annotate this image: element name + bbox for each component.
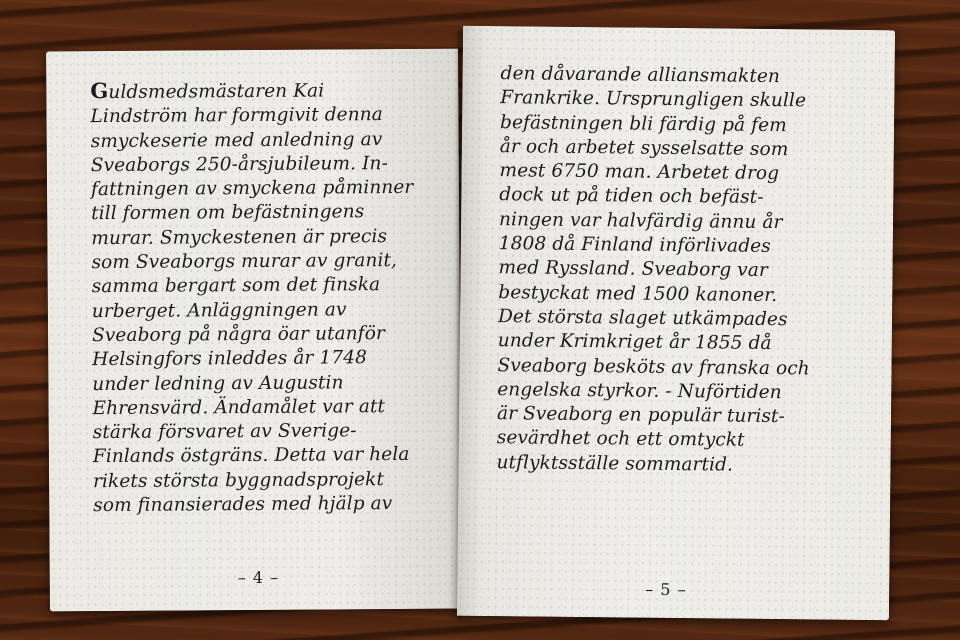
- text-line: engelska styrkor. - Nuförtiden: [497, 378, 782, 403]
- text-line: dock ut på tiden och befäst-: [499, 184, 764, 209]
- text-line: murar. Smyckestenen är precis: [91, 225, 388, 249]
- page-number-right: – 5 –: [645, 579, 687, 600]
- text-line: Sveaborg besköts av franska och: [497, 354, 810, 379]
- text-line: fattningen av smyckena påminner: [90, 177, 414, 201]
- right-page: [457, 26, 895, 620]
- text-line: 1808 då Finland införlivades: [498, 233, 771, 258]
- text-line: Ehrensvärd. Ändamålet var att: [92, 395, 386, 419]
- text-line: under ledning av Augustin: [92, 371, 344, 395]
- text-line: till formen om befästningens: [91, 201, 365, 225]
- text-line: Det största slaget utkämpades: [497, 306, 788, 331]
- text-line: Lindström har formgivit denna: [90, 104, 383, 128]
- text-line: samma bergart som det finska: [91, 274, 381, 298]
- drop-cap: G: [90, 78, 109, 104]
- text-line: Helsingfors inleddes år 1748: [92, 347, 367, 371]
- text-line: som Sveaborgs murar av granit,: [91, 250, 398, 274]
- text-line: ningen var halvfärdig ännu år: [498, 208, 783, 233]
- text-line: Frankrike. Ursprungligen skulle: [500, 87, 807, 112]
- text-line: stärka försvaret av Sverige-: [92, 420, 357, 444]
- text-line: smyckeserie med anledning av: [90, 128, 383, 152]
- text-line: år och arbetet sysselsatte som: [499, 136, 789, 161]
- text-line: urberget. Anläggningen av: [91, 299, 347, 322]
- text-line: Sveaborg på några öar utanför: [91, 323, 385, 347]
- text-line: Finlands östgräns. Detta var hela: [92, 444, 410, 468]
- text-line: mest 6750 man. Arbetet drog: [499, 160, 780, 185]
- text-line: bestyckat med 1500 kanoner.: [498, 281, 778, 306]
- left-page-text: [90, 77, 415, 519]
- right-page-text: [496, 62, 813, 478]
- text-line: befästningen bli färdig på fem: [499, 111, 787, 136]
- text-line: [90, 77, 413, 106]
- page-number-left: – 4 –: [237, 567, 280, 588]
- text-line: den dåvarande alliansmakten: [500, 63, 781, 88]
- left-page: [46, 49, 462, 612]
- text-line: under Krimkriget år 1855 då: [497, 330, 772, 355]
- text-line: utflyktsställe sommartid.: [496, 451, 734, 476]
- text-line: som finansierades med hjälp av: [93, 493, 393, 517]
- text-line: Sveaborgs 250-årsjubileum. In-: [90, 152, 388, 177]
- text-line: är Sveaborg en populär turist-: [496, 403, 785, 428]
- first-line-rest: uldsmedsmästaren Kai: [108, 80, 325, 104]
- text-line: med Ryssland. Sveaborg var: [498, 257, 768, 282]
- text-line: sevärdhet och ett omtyckt: [496, 427, 745, 452]
- text-line: rikets största byggnadsprojekt: [92, 468, 385, 492]
